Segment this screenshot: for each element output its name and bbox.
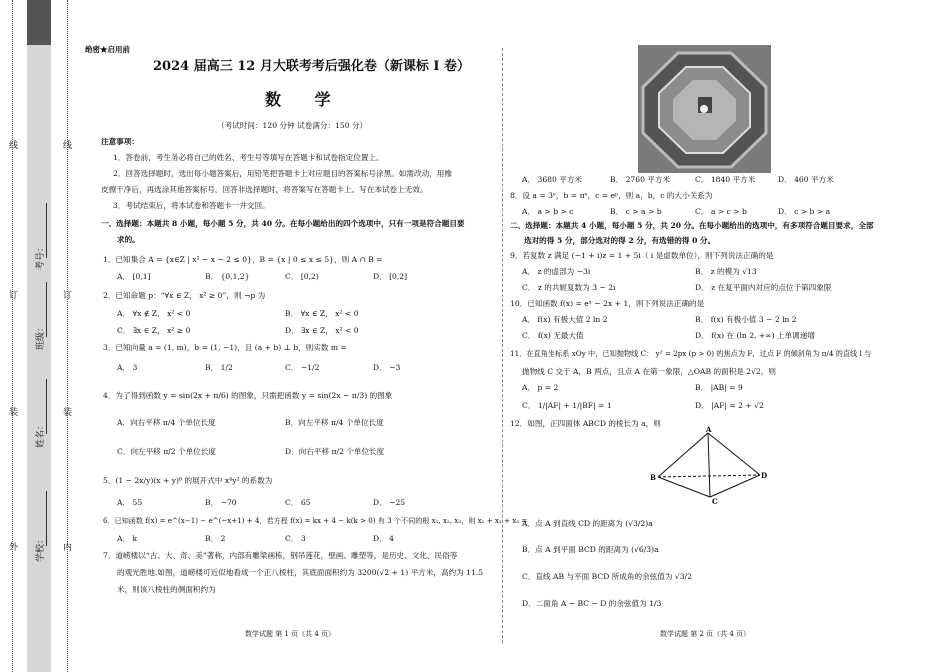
octagonal-building-photo xyxy=(638,45,771,173)
edge-AD xyxy=(708,433,760,475)
q1-stem: 1．已知集合 A = {x∈Z | x² − x − 2 ≤ 0}，B = {x | 0 ≤ x ≤ 5}，则 A ∩ B = xyxy=(103,255,383,264)
q7-option-b: B． 2760 平方米 xyxy=(610,175,671,184)
q9-option-a: A． z 的虚部为 −3i xyxy=(522,267,591,276)
q8-option-d: D． c > b > a xyxy=(778,207,831,216)
q6-option-a: A． k xyxy=(117,534,138,543)
section1-line1: 一、选择题：本题共 8 小题，每小题 5 分，共 40 分。在每小题给出的四个选项中，只有一项是符合题目要 xyxy=(101,219,465,228)
q12-stem: 12．如图，正四面体 ABCD 的棱长为 a，则 xyxy=(510,419,661,428)
q11-option-b: B． |AB| = 9 xyxy=(695,383,743,392)
strip-nei: 内 xyxy=(63,543,73,553)
q3-stem: 3．已知向量 a = (1, m)，b = (1, −1)，且 (a + b) ⊥ b，则实数 m = xyxy=(103,343,347,352)
q1-option-b: B． {0,1,2} xyxy=(205,272,250,281)
q3-option-b: B． 1/2 xyxy=(205,363,233,372)
subject-title: 数 学 xyxy=(265,90,345,109)
q4-option-a: A．向右平移 π/4 个单位长度 xyxy=(117,418,216,427)
q9-option-c: C． z 的共轭复数为 3 − 2i xyxy=(522,283,616,292)
edge-AC xyxy=(708,433,710,497)
q6-option-b: B． 2 xyxy=(205,534,226,543)
strip-xian-outer: 线 xyxy=(9,141,19,151)
label-kaohao: 考号： xyxy=(36,242,46,270)
notice-title: 注意事项： xyxy=(101,137,139,146)
q8-option-c: C． a > c > b xyxy=(695,207,747,216)
column-divider xyxy=(502,48,503,643)
q1-option-d: D． [0,2] xyxy=(373,272,408,281)
notice-item-2a: 2．回答选择题时，选出每小题答案后，用铅笔把答题卡上对应题目的答案标号涂黑。如需改动，用橡 xyxy=(113,169,452,178)
vertex-b-label: B xyxy=(650,473,656,482)
q3-option-d: D． −3 xyxy=(373,363,401,372)
secret-mark: 绝密★启用前 xyxy=(85,45,130,54)
q10-option-a: A． f(x) 有极大值 2 ln 2 xyxy=(522,315,608,324)
strip-top-block xyxy=(27,0,51,45)
q7-line1: 7．道崂楼以“古、大、奇、美”著称，内部有雕梁画栋，钢吊莲花，壁画、雕塑等，是历史、文化、民俗等 xyxy=(103,551,458,560)
q7-option-c: C． 1840 平方米 xyxy=(695,175,756,184)
section2-line1: 二、选择题：本题共 4 小题，每小题 5 分，共 20 分。在每小题给出的选项中，有多项符合题目要求，全部 xyxy=(510,221,874,230)
binding-strip xyxy=(0,0,80,672)
label-xuexiao: 学校： xyxy=(36,534,46,562)
q4-option-d: D．向右平移 π/2 个单位长度 xyxy=(285,447,385,456)
blank-xingming xyxy=(46,379,47,434)
q7-option-a: A． 3680 平方米 xyxy=(522,175,583,184)
strip-ding-outer: 订 xyxy=(9,291,19,301)
strip-ding-inner: 订 xyxy=(63,291,73,301)
q2-option-d: D． ∃x ∈ Z， x² < 0 xyxy=(285,326,359,335)
q10-option-d: D． f(x) 在 (ln 2, +∞) 上单调递增 xyxy=(695,331,815,340)
edge-CD xyxy=(710,475,760,497)
q9-option-d: D． z 在复平面内对应的点位于第四象限 xyxy=(695,283,832,292)
q11-option-d: D． |AF| = 2 + √2 xyxy=(695,401,764,410)
vertex-a-label: A xyxy=(706,425,712,434)
q10-option-b: B． f(x) 有极小值 3 − 2 ln 2 xyxy=(695,315,797,324)
exam-title: 2024 届高三 12 月大联考考后强化卷（新课标 I 卷） xyxy=(153,59,470,74)
q12-option-b: B．点 A 到平面 BCD 的距离为 (√6/3)a xyxy=(522,545,659,554)
strip-xian-inner: 线 xyxy=(63,141,73,151)
cut-line-inner xyxy=(67,0,68,672)
notice-item-1: 1．答卷前，考生务必将自己的姓名、考生号等填写在答题卡和试卷指定位置上。 xyxy=(113,153,384,162)
q5-option-d: D． −25 xyxy=(373,498,406,507)
q11-line2: 抛物线 C 交于 A，B 两点，且点 A 在第一象限，△OAB 的面积是 2√2，则 xyxy=(522,367,776,376)
q5-option-a: A． 55 xyxy=(117,498,143,507)
strip-wai: 外 xyxy=(9,543,19,553)
footer-page-2: 数学试题 第 2 页（共 4 页） xyxy=(660,630,751,638)
q7-option-d: D． 460 平方米 xyxy=(778,175,834,184)
edge-BC xyxy=(658,477,710,497)
q7-line3: 米，则该八棱柱的侧面积约为 xyxy=(117,585,216,594)
edge-AB xyxy=(658,433,708,477)
q6-option-d: D． 4 xyxy=(373,534,394,543)
strip-zhuang-inner: 装 xyxy=(63,408,73,418)
q11-option-a: A． p = 2 xyxy=(522,383,559,392)
tetrahedron-figure xyxy=(650,425,770,505)
q4-stem: 4．为了得到函数 y = sin(2x + π/6) 的图象，只需把函数 y = sin(2x − π/3) 的图象 xyxy=(103,391,393,400)
q6-option-c: C． 3 xyxy=(285,534,306,543)
section1-line2: 求的。 xyxy=(117,235,140,244)
exam-info: （考试时间：120 分钟 试卷满分：150 分） xyxy=(217,121,368,130)
q4-option-c: C．向左平移 π/2 个单位长度 xyxy=(117,447,216,456)
section2-line2: 选对的得 5 分，部分选对的得 2 分，有选错的得 0 分。 xyxy=(524,236,716,245)
cut-line-outer xyxy=(12,0,13,672)
vertex-c-label: C xyxy=(712,497,718,505)
q5-option-b: B． −70 xyxy=(205,498,237,507)
strip-zhuang-outer: 装 xyxy=(9,408,19,418)
q8-stem: 8．设 a = 3ᵉ，b = πᵉ，c = eᵖ，则 a，b，c 的大小关系为 xyxy=(510,191,713,200)
blank-xuexiao xyxy=(46,491,47,546)
blank-banji xyxy=(46,282,47,337)
notice-item-2b: 皮擦干净后，再选涂其他答案标号。回答非选择题时，将答案写在答题卡上。写在本试卷上无效。 xyxy=(101,185,428,194)
q6-stem: 6．已知函数 f(x) = e^(x−1) − e^(−x+1) + 4，若方程 f(x) = kx + 4 − k(k > 0) 有 3 个不同的根 x₁, x₂, x₃，则 x₁ + x₂ + x₃ = xyxy=(103,516,528,525)
q12-option-c: C．直线 AB 与平面 BCD 所成角的余弦值为 √3/2 xyxy=(522,572,692,581)
label-banji: 班级： xyxy=(36,322,46,350)
q8-option-b: B． c > a > b xyxy=(610,207,662,216)
footer-page-1: 数学试题 第 1 页（共 4 页） xyxy=(245,630,336,638)
blank-kaohao xyxy=(46,203,47,258)
q2-option-b: B． ∀x ∈ Z， x² < 0 xyxy=(285,309,359,318)
q2-option-a: A． ∀x ∉ Z， x² < 0 xyxy=(117,309,191,318)
q8-option-a: A． a > b > c xyxy=(522,207,574,216)
vertex-d-label: D xyxy=(761,471,768,480)
q10-stem: 10．已知函数 f(x) = eˣ − 2x + 1，则下列说法正确的是 xyxy=(510,299,705,308)
label-xingming: 姓名： xyxy=(36,420,46,448)
q5-option-c: C． 65 xyxy=(285,498,311,507)
q2-option-c: C． ∃x ∈ Z， x² ≥ 0 xyxy=(117,326,191,335)
q3-option-c: C． −1/2 xyxy=(285,363,320,372)
q2-stem: 2．已知命题 p：“∀x ∈ Z， x² ≥ 0”，则 ¬p 为 xyxy=(103,291,266,300)
q7-line2: 的观光胜地.如图，道崂楼可近似地看成一个正八棱柱，其底面面积约为 3200(√2 + 1) 平方米，高约为 11.5 xyxy=(117,568,484,577)
q12-option-d: D．二面角 A − BC − D 的余弦值为 1/3 xyxy=(522,599,662,608)
q1-option-a: A． [0,1] xyxy=(117,272,151,281)
q5-stem: 5．(1 − 2x/y)(x + y)⁶ 的展开式中 x⁴y² 的系数为 xyxy=(103,476,273,485)
q9-stem: 9．若复数 z 满足 (−1 + i)z = 1 + 5i（ i 是虚数单位），则下列说法正确的是 xyxy=(510,251,774,260)
q11-option-c: C． 1/|AF| + 1/|BF| = 1 xyxy=(522,401,612,410)
notice-item-3: 3．考试结束后，将本试卷和答题卡一并交回。 xyxy=(113,201,270,210)
q1-option-c: C． [0,2) xyxy=(285,272,319,281)
q10-option-c: C． f(x) 无最大值 xyxy=(522,331,584,340)
strip-grey-band xyxy=(27,45,51,672)
q11-line1: 11．在直角坐标系 xOy 中，已知抛物线 C： y² = 2px (p > 0) 的焦点为 F，过点 F 的倾斜角为 π/4 的直线 l 与 xyxy=(510,349,872,358)
q9-option-b: B． z 的模为 √13 xyxy=(695,267,757,276)
q3-option-a: A． 3 xyxy=(117,363,138,372)
q12-option-a: A．点 A 到直线 CD 的距离为 (√3/2)a xyxy=(522,519,653,528)
q4-option-b: B．向左平移 π/4 个单位长度 xyxy=(285,418,384,427)
